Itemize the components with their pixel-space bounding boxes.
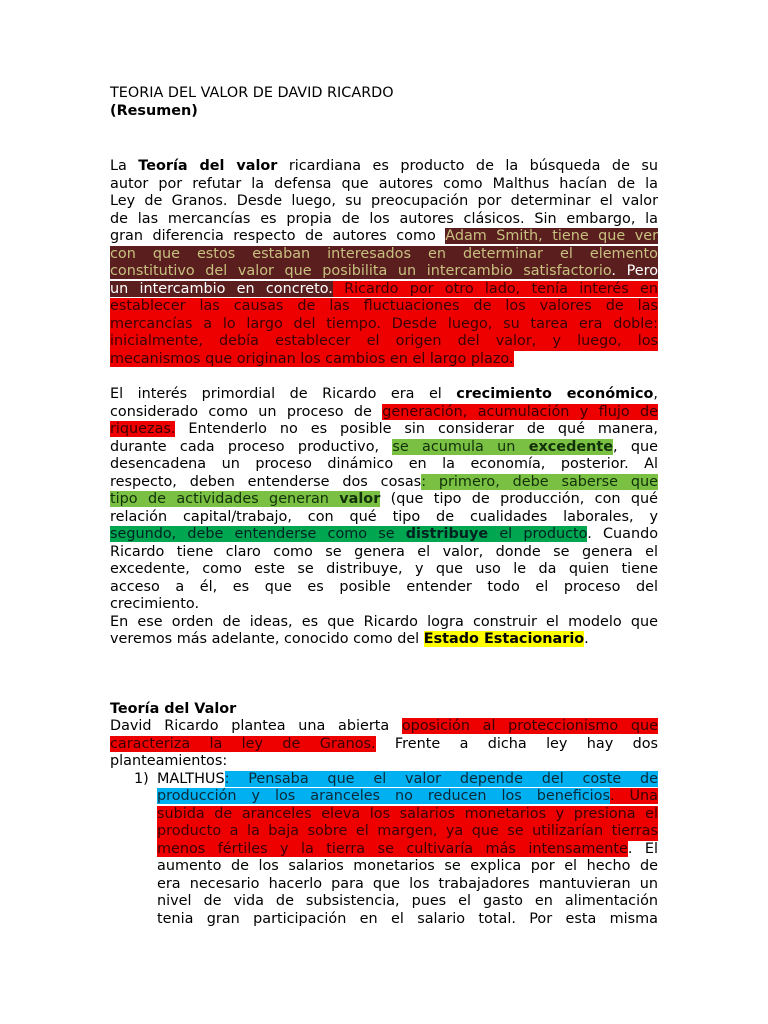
line: respecto, deben entenderse dos cosas: primero, debe saberse que	[110, 473, 658, 490]
line: Ricardo tiene claro como se genera el valor, donde se genera el	[110, 543, 658, 560]
line: era necesario hacerlo para que los trabajadores mantuvieran un	[157, 875, 658, 892]
highlight-red-line: mercancías a lo largo del tiempo. Desde luego, su tarea era doble:	[110, 315, 658, 332]
highlight-red: generación, acumulación y flujo de	[382, 403, 658, 420]
line: veremos más adelante, conocido como del Estado Estacionario.	[110, 631, 589, 647]
bold-term: excedente	[528, 438, 614, 455]
line: riquezas. Entenderlo no es posible sin considerar de qué manera,	[110, 421, 658, 437]
bold-term: valor	[339, 491, 381, 507]
highlight-red-line: producto a la baja sobre el margen, ya que se utilizarían tierras	[157, 823, 658, 839]
line	[110, 351, 658, 369]
numbered-list	[110, 771, 658, 929]
highlight-red-line: establecer las causas de las fluctuaciones de los valores de las	[110, 298, 658, 314]
highlight-blue: producción y los aranceles no reducen los beneficios	[157, 788, 610, 804]
spacer	[110, 368, 658, 386]
highlight-green: tipo de actividades generan valor	[110, 491, 381, 507]
highlight-red: oposición al proteccionismo que	[401, 718, 658, 734]
highlight-red-line: subida de aranceles eleva los salarios monetarios y presiona el	[157, 805, 658, 822]
line: El interés primordial de Ricardo era el crecimiento económico,	[110, 386, 658, 402]
line: segundo, debe entenderse como se distribuye el producto. Cuando	[110, 526, 659, 542]
bold-term: Teoría del valor	[138, 158, 278, 174]
bold-term: distribuye	[405, 526, 489, 542]
highlight-green: : primero, debe saberse que	[421, 473, 658, 490]
highlight-red: caracteriza la ley de Granos.	[110, 735, 376, 752]
paragraph-intro	[110, 158, 658, 368]
line: desencadena un proceso dinámico en la economía, posterior. Al	[110, 456, 658, 472]
highlight-red: mecanismos que originan los cambios en el largo plazo.	[110, 350, 514, 367]
line: David Ricardo plantea una abierta oposición al proteccionismo que	[110, 718, 658, 734]
highlight-red: . Una	[609, 788, 658, 804]
bold-term: crecimiento económico	[456, 386, 654, 402]
highlight-maroon: Adam Smith, tiene que ver	[445, 228, 658, 244]
highlight-red: riquezas.	[110, 421, 176, 437]
highlight-yellow: Estado Estacionario	[423, 631, 585, 647]
line: excedente, como este se distribuye, y que uso le da quien tiene	[110, 561, 658, 577]
highlight-red-line: inicialmente, debía establecer el origen del valor, y luego, los	[110, 333, 658, 349]
line: En ese orden de ideas, es que Ricardo logra construir el modelo que	[110, 613, 658, 630]
line: caracteriza la ley de Granos. Frente a dicha ley hay dos	[110, 735, 659, 752]
line: gran diferencia respecto de autores como Adam Smith, tiene que ver	[110, 228, 658, 244]
line: relación capital/trabajo, con qué tipo de cualidades laborales, y	[110, 508, 658, 525]
highlight-maroon-line: con que estos estaban interesados en determinar el elemento	[110, 245, 658, 262]
highlight-green: se acumula un excedente	[392, 438, 614, 455]
line	[157, 788, 658, 806]
line: La Teoría del valor ricardiana es producto de la búsqueda de su	[110, 158, 658, 174]
highlight-dark-green: segundo, debe entenderse como se distribuye el producto	[110, 526, 588, 542]
paragraph-section	[110, 718, 658, 771]
line: constitutivo del valor que posibilita un intercambio satisfactorio. Pero	[110, 263, 659, 279]
line: tenia gran participación en el salario total. Por esta misma	[157, 910, 658, 927]
paragraph-growth	[110, 386, 658, 649]
document-subtitle: (Resumen)	[110, 103, 198, 119]
line: nivel de vida de subsistencia, pues el gasto en alimentación	[157, 893, 658, 909]
line: planteamientos:	[110, 753, 228, 769]
line: MALTHUS: Pensaba que el valor depende del coste de	[157, 770, 658, 787]
highlight-blue: : Pensaba que el valor depende del coste de	[224, 770, 658, 787]
highlight-maroon: constitutivo del valor que posibilita un intercambio satisfactorio	[110, 263, 612, 279]
line: menos fértiles y la tierra se cultivaría más intensamente. El	[157, 840, 659, 857]
document-title: TEORIA DEL VALOR DE DAVID RICARDO	[110, 85, 394, 101]
line: durante cada proceso productivo, se acumula un excedente, que	[110, 438, 659, 455]
line: aumento de los salarios monetarios se explica por el hecho de	[157, 858, 658, 874]
line: tipo de actividades generan valor (que tipo de producción, con qué	[110, 491, 658, 507]
line: crecimiento.	[110, 596, 200, 612]
line: autor por refutar la defensa que autores como Malthus hacían de la	[110, 175, 658, 192]
highlight-red: Ricardo por otro lado, tenía interés en	[332, 280, 658, 297]
spacer	[110, 649, 658, 701]
line: Ley de Granos. Desde luego, su preocupación por determinar el valor	[110, 193, 658, 209]
line: acceso a él, es que es posible entender todo el proceso del	[110, 578, 658, 595]
line: de las mercancías es propia de los autores clásicos. Sin embargo, la	[110, 210, 658, 227]
highlight-red: menos fértiles y la tierra se cultivaría más intensamente	[157, 840, 628, 857]
line: un intercambio en concreto. Ricardo por otro lado, tenía interés en	[110, 280, 658, 297]
list-number: 1)	[134, 770, 149, 787]
line: considerado como un proceso de generación, acumulación y flujo de	[110, 403, 658, 420]
section-heading: Teoría del Valor	[110, 700, 237, 717]
